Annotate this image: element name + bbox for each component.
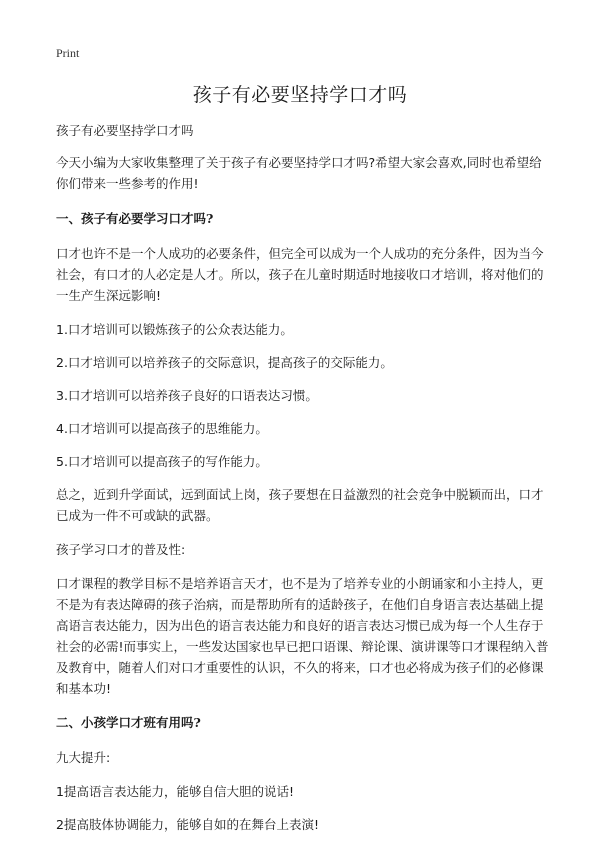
list-item: 1.口才培训可以锻炼孩子的公众表达能力。: [56, 322, 293, 337]
section-heading-2: 二、小孩学口才班有用吗?: [56, 715, 201, 730]
list-item: 3.口才培训可以培养孩子良好的口语表达习惯。: [56, 388, 318, 403]
document-body: [56, 120, 550, 847]
list-item: 2.口才培训可以培养孩子的交际意识，提高孩子的交际能力。: [56, 355, 393, 370]
document-subtitle: 孩子有必要坚持学口才吗: [56, 123, 194, 138]
print-link[interactable]: Print: [56, 46, 80, 60]
section2-list: [56, 781, 550, 835]
summary-paragraph: 总之，近到升学面试，远到面试上岗，孩子要想在日益激烈的社会竞争中脱颖而出，口才已成为一件不可或缺的武器。: [56, 487, 544, 523]
list-item: 5.口才培训可以提高孩子的写作能力。: [56, 454, 268, 469]
popularity-paragraph: 口才课程的教学目标不是培养语言天才，也不是为了培养专业的小朗诵家和小主持人，更不是为有表达障碍的孩子治病，而是帮助所有的适龄孩子，在他们自身语言表达基础上提高语言表达能力，因为出色的语言表达能力和良好的语言表达习惯已成为每一个人生存于社会的必需!而事实上，一些发达国家也早已把口语课、辩论课、演讲课等口才课程纳入普及教育中，随着人们对口才重要性的认识，不久的将来，口才也必将成为孩子们的必修课和基本功!: [56, 576, 549, 696]
popularity-heading: 孩子学习口才的普及性:: [56, 542, 186, 557]
list-item: 4.口才培训可以提高孩子的思维能力。: [56, 421, 268, 436]
intro-paragraph: 今天小编为大家收集整理了关于孩子有必要坚持学口才吗?希望大家会喜欢,同时也希望给你们带来一些参考的作用!: [56, 155, 542, 191]
document-title: 孩子有必要坚持学口才吗: [192, 84, 408, 106]
section-heading-1: 一、孩子有必要学习口才吗?: [56, 211, 214, 226]
list-item: 2提高肢体协调能力，能够自如的在舞台上表演!: [56, 817, 319, 832]
section2-intro: 九大提升:: [56, 750, 111, 765]
section1-paragraph: 口才也许不是一个人成功的必要条件，但完全可以成为一个人成功的充分条件，因为当今社会，有口才的人必定是人才。所以，孩子在儿童时期适时地接收口才培训，将对他们的一生产生深远影响!: [56, 246, 544, 303]
list-item: 1提高语言表达能力，能够自信大胆的说话!: [56, 784, 294, 799]
section1-list: [56, 319, 550, 472]
